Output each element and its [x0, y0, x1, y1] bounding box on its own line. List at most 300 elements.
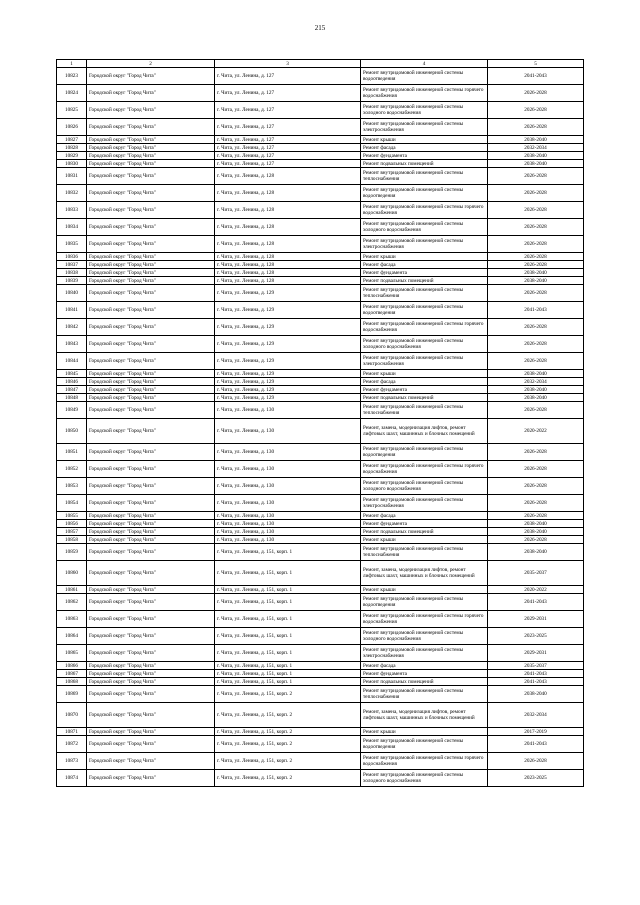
- period-cell: 2026-2028: [488, 495, 584, 512]
- row-number-cell: 10837: [57, 261, 87, 269]
- table-row: [57, 68, 584, 85]
- capital-repair-table: [56, 59, 584, 787]
- municipality-cell: Городской округ "Город Чита": [87, 160, 215, 168]
- municipality-cell: Городской округ "Город Чита": [87, 536, 215, 544]
- municipality-cell: Городской округ "Город Чита": [87, 119, 215, 136]
- address-cell: г. Чита, ул. Ленина, д. 130: [215, 461, 361, 478]
- municipality-cell: Городской округ "Город Чита": [87, 444, 215, 461]
- period-cell: 2026-2028: [488, 119, 584, 136]
- table-row: [57, 302, 584, 319]
- period-cell: 2026-2028: [488, 219, 584, 236]
- row-number-cell: 10861: [57, 586, 87, 594]
- table-row: [57, 736, 584, 753]
- municipality-cell: Городской округ "Город Чита": [87, 253, 215, 261]
- work-type-cell: Ремонт крыши: [361, 136, 488, 144]
- period-cell: 2038-2040: [488, 686, 584, 703]
- work-type-cell: Ремонт внутридомовой инженерной системы теплоснабжения: [361, 168, 488, 185]
- period-cell: 2026-2028: [488, 536, 584, 544]
- table-row: [57, 386, 584, 394]
- municipality-cell: Городской округ "Город Чита": [87, 202, 215, 219]
- address-cell: г. Чита, ул. Ленина, д. 127: [215, 152, 361, 160]
- table-row: [57, 319, 584, 336]
- address-cell: г. Чита, ул. Ленина, д. 151, корп. 1: [215, 628, 361, 645]
- work-type-cell: Ремонт внутридомовой инженерной системы горячего водоснабжения: [361, 319, 488, 336]
- municipality-cell: Городской округ "Город Чита": [87, 353, 215, 370]
- municipality-cell: Городской округ "Город Чита": [87, 136, 215, 144]
- row-number-cell: 10829: [57, 152, 87, 160]
- period-cell: 2038-2040: [488, 394, 584, 402]
- row-number-cell: 10849: [57, 402, 87, 419]
- table-row: [57, 703, 584, 728]
- table-row: [57, 728, 584, 736]
- table-row: [57, 119, 584, 136]
- municipality-cell: Городской округ "Город Чита": [87, 586, 215, 594]
- work-type-cell: Ремонт внутридомовой инженерной системы горячего водоснабжения: [361, 202, 488, 219]
- column-header-1: 1: [57, 60, 87, 68]
- work-type-cell: Ремонт фундамента: [361, 670, 488, 678]
- period-cell: 2038-2040: [488, 160, 584, 168]
- address-cell: г. Чита, ул. Ленина, д. 151, корп. 1: [215, 645, 361, 662]
- address-cell: г. Чита, ул. Ленина, д. 151, корп. 1: [215, 594, 361, 611]
- address-cell: г. Чита, ул. Ленина, д. 130: [215, 402, 361, 419]
- period-cell: 2026-2028: [488, 85, 584, 102]
- municipality-cell: Городской округ "Город Чита": [87, 728, 215, 736]
- row-number-cell: 10827: [57, 136, 87, 144]
- municipality-cell: Городской округ "Город Чита": [87, 678, 215, 686]
- period-cell: 2038-2040: [488, 520, 584, 528]
- work-type-cell: Ремонт фасада: [361, 662, 488, 670]
- address-cell: г. Чита, ул. Ленина, д. 151, корп. 2: [215, 753, 361, 770]
- period-cell: 2026-2028: [488, 461, 584, 478]
- row-number-cell: 10869: [57, 686, 87, 703]
- address-cell: г. Чита, ул. Ленина, д. 151, корп. 1: [215, 662, 361, 670]
- column-header-4: 4: [361, 60, 488, 68]
- municipality-cell: Городской округ "Город Чита": [87, 628, 215, 645]
- row-number-cell: 10846: [57, 378, 87, 386]
- work-type-cell: Ремонт внутридомовой инженерной системы теплоснабжения: [361, 285, 488, 302]
- municipality-cell: Городской округ "Город Чита": [87, 261, 215, 269]
- address-cell: г. Чита, ул. Ленина, д. 127: [215, 68, 361, 85]
- row-number-cell: 10856: [57, 520, 87, 528]
- period-cell: 2023-2025: [488, 770, 584, 787]
- table-row: [57, 144, 584, 152]
- row-number-cell: 10834: [57, 219, 87, 236]
- address-cell: г. Чита, ул. Ленина, д. 129: [215, 370, 361, 378]
- row-number-cell: 10862: [57, 594, 87, 611]
- period-cell: 2038-2040: [488, 277, 584, 285]
- period-cell: 2041-2043: [488, 736, 584, 753]
- address-cell: г. Чита, ул. Ленина, д. 129: [215, 394, 361, 402]
- period-cell: 2041-2043: [488, 678, 584, 686]
- address-cell: г. Чита, ул. Ленина, д. 127: [215, 85, 361, 102]
- table-row: [57, 285, 584, 302]
- table-row: [57, 561, 584, 586]
- municipality-cell: Городской округ "Город Чита": [87, 402, 215, 419]
- table-row: [57, 402, 584, 419]
- row-number-cell: 10823: [57, 68, 87, 85]
- period-cell: 2026-2028: [488, 102, 584, 119]
- period-cell: 2026-2028: [488, 202, 584, 219]
- work-type-cell: Ремонт внутридомовой инженерной системы теплоснабжения: [361, 544, 488, 561]
- period-cell: 2038-2040: [488, 544, 584, 561]
- row-number-cell: 10851: [57, 444, 87, 461]
- work-type-cell: Ремонт фундамента: [361, 386, 488, 394]
- municipality-cell: Городской округ "Город Чита": [87, 144, 215, 152]
- period-cell: 2029-2031: [488, 611, 584, 628]
- row-number-cell: 10866: [57, 662, 87, 670]
- row-number-cell: 10864: [57, 628, 87, 645]
- table-row: [57, 686, 584, 703]
- work-type-cell: Ремонт подвальных помещений: [361, 528, 488, 536]
- page-number: 215: [314, 24, 326, 32]
- address-cell: г. Чита, ул. Ленина, д. 129: [215, 353, 361, 370]
- address-cell: г. Чита, ул. Ленина, д. 151, корп. 2: [215, 736, 361, 753]
- municipality-cell: Городской округ "Город Чита": [87, 520, 215, 528]
- work-type-cell: Ремонт внутридомовой инженерной системы водоотведения: [361, 444, 488, 461]
- row-number-cell: 10870: [57, 703, 87, 728]
- row-number-cell: 10835: [57, 236, 87, 253]
- work-type-cell: Ремонт внутридомовой инженерной системы водоотведения: [361, 736, 488, 753]
- municipality-cell: Городской округ "Город Чита": [87, 378, 215, 386]
- period-cell: 2038-2040: [488, 269, 584, 277]
- work-type-cell: Ремонт внутридомовой инженерной системы водоотведения: [361, 185, 488, 202]
- row-number-cell: 10831: [57, 168, 87, 185]
- work-type-cell: Ремонт подвальных помещений: [361, 277, 488, 285]
- period-cell: 2026-2028: [488, 319, 584, 336]
- table-row: [57, 495, 584, 512]
- address-cell: г. Чита, ул. Ленина, д. 130: [215, 444, 361, 461]
- table-row: [57, 261, 584, 269]
- table-row: [57, 520, 584, 528]
- period-cell: 2020-2022: [488, 419, 584, 444]
- row-number-cell: 10839: [57, 277, 87, 285]
- table-row: [57, 378, 584, 386]
- address-cell: г. Чита, ул. Ленина, д. 128: [215, 219, 361, 236]
- table-row: [57, 185, 584, 202]
- row-number-cell: 10874: [57, 770, 87, 787]
- table-row: [57, 461, 584, 478]
- work-type-cell: Ремонт, замена, модернизация лифтов, ремонт лифтовых шахт, машинных и блочных помещений: [361, 703, 488, 728]
- address-cell: г. Чита, ул. Ленина, д. 151, корп. 2: [215, 728, 361, 736]
- row-number-cell: 10832: [57, 185, 87, 202]
- address-cell: г. Чита, ул. Ленина, д. 151, корп. 2: [215, 686, 361, 703]
- period-cell: 2026-2028: [488, 336, 584, 353]
- municipality-cell: Городской округ "Город Чита": [87, 703, 215, 728]
- row-number-cell: 10840: [57, 285, 87, 302]
- work-type-cell: Ремонт внутридомовой инженерной системы горячего водоснабжения: [361, 461, 488, 478]
- column-header-5: 5: [488, 60, 584, 68]
- address-cell: г. Чита, ул. Ленина, д. 151, корп. 2: [215, 703, 361, 728]
- municipality-cell: Городской округ "Город Чита": [87, 370, 215, 378]
- municipality-cell: Городской округ "Город Чита": [87, 285, 215, 302]
- table-row: [57, 152, 584, 160]
- municipality-cell: Городской округ "Город Чита": [87, 168, 215, 185]
- period-cell: 2026-2028: [488, 253, 584, 261]
- address-cell: г. Чита, ул. Ленина, д. 151, корп. 1: [215, 678, 361, 686]
- municipality-cell: Городской округ "Город Чита": [87, 670, 215, 678]
- address-cell: г. Чита, ул. Ленина, д. 130: [215, 419, 361, 444]
- work-type-cell: Ремонт крыши: [361, 370, 488, 378]
- row-number-cell: 10845: [57, 370, 87, 378]
- period-cell: 2038-2040: [488, 370, 584, 378]
- address-cell: г. Чита, ул. Ленина, д. 130: [215, 536, 361, 544]
- row-number-cell: 10830: [57, 160, 87, 168]
- municipality-cell: Городской округ "Город Чита": [87, 544, 215, 561]
- address-cell: г. Чита, ул. Ленина, д. 127: [215, 144, 361, 152]
- table-row: [57, 202, 584, 219]
- work-type-cell: Ремонт внутридомовой инженерной системы теплоснабжения: [361, 402, 488, 419]
- address-cell: г. Чита, ул. Ленина, д. 151, корп. 1: [215, 544, 361, 561]
- table-row: [57, 594, 584, 611]
- municipality-cell: Городской округ "Город Чита": [87, 594, 215, 611]
- period-cell: 2029-2031: [488, 645, 584, 662]
- period-cell: 2017-2019: [488, 728, 584, 736]
- period-cell: 2026-2028: [488, 236, 584, 253]
- row-number-cell: 10871: [57, 728, 87, 736]
- row-number-cell: 10857: [57, 528, 87, 536]
- table-row: [57, 586, 584, 594]
- address-cell: г. Чита, ул. Ленина, д. 127: [215, 136, 361, 144]
- work-type-cell: Ремонт внутридомовой инженерной системы водоотведения: [361, 302, 488, 319]
- work-type-cell: Ремонт фасада: [361, 144, 488, 152]
- table-row: [57, 753, 584, 770]
- period-cell: 2026-2028: [488, 753, 584, 770]
- address-cell: г. Чита, ул. Ленина, д. 130: [215, 478, 361, 495]
- work-type-cell: Ремонт внутридомовой инженерной системы холодного водоснабжения: [361, 628, 488, 645]
- row-number-cell: 10833: [57, 202, 87, 219]
- work-type-cell: Ремонт, замена, модернизация лифтов, ремонт лифтовых шахт, машинных и блочных помещений: [361, 561, 488, 586]
- row-number-cell: 10841: [57, 302, 87, 319]
- work-type-cell: Ремонт внутридомовой инженерной системы электроснабжения: [361, 353, 488, 370]
- table-row: [57, 628, 584, 645]
- period-cell: 2038-2040: [488, 528, 584, 536]
- table-row: [57, 512, 584, 520]
- period-cell: 2035-2037: [488, 561, 584, 586]
- municipality-cell: Городской округ "Город Чита": [87, 461, 215, 478]
- row-number-cell: 10865: [57, 645, 87, 662]
- work-type-cell: Ремонт крыши: [361, 253, 488, 261]
- row-number-cell: 10860: [57, 561, 87, 586]
- work-type-cell: Ремонт подвальных помещений: [361, 678, 488, 686]
- column-header-2: 2: [87, 60, 215, 68]
- period-cell: 2026-2028: [488, 261, 584, 269]
- row-number-cell: 10826: [57, 119, 87, 136]
- row-number-cell: 10873: [57, 753, 87, 770]
- period-cell: 2041-2043: [488, 68, 584, 85]
- municipality-cell: Городской округ "Город Чита": [87, 102, 215, 119]
- address-cell: г. Чита, ул. Ленина, д. 129: [215, 336, 361, 353]
- row-number-cell: 10825: [57, 102, 87, 119]
- municipality-cell: Городской округ "Город Чита": [87, 528, 215, 536]
- row-number-cell: 10872: [57, 736, 87, 753]
- work-type-cell: Ремонт крыши: [361, 728, 488, 736]
- work-type-cell: Ремонт фасада: [361, 378, 488, 386]
- row-number-cell: 10854: [57, 495, 87, 512]
- row-number-cell: 10847: [57, 386, 87, 394]
- municipality-cell: Городской округ "Город Чита": [87, 319, 215, 336]
- work-type-cell: Ремонт фундамента: [361, 520, 488, 528]
- table-row: [57, 528, 584, 536]
- work-type-cell: Ремонт внутридомовой инженерной системы электроснабжения: [361, 645, 488, 662]
- table-row: [57, 353, 584, 370]
- work-type-cell: Ремонт подвальных помещений: [361, 160, 488, 168]
- address-cell: г. Чита, ул. Ленина, д. 128: [215, 236, 361, 253]
- municipality-cell: Городской округ "Город Чита": [87, 185, 215, 202]
- municipality-cell: Городской округ "Город Чита": [87, 611, 215, 628]
- table-header-row: [57, 60, 584, 68]
- municipality-cell: Городской округ "Город Чита": [87, 236, 215, 253]
- address-cell: г. Чита, ул. Ленина, д. 129: [215, 386, 361, 394]
- table-row: [57, 670, 584, 678]
- row-number-cell: 10850: [57, 419, 87, 444]
- row-number-cell: 10855: [57, 512, 87, 520]
- table-row: [57, 219, 584, 236]
- address-cell: г. Чита, ул. Ленина, д. 128: [215, 202, 361, 219]
- table-row: [57, 136, 584, 144]
- work-type-cell: Ремонт внутридомовой инженерной системы электроснабжения: [361, 495, 488, 512]
- period-cell: 2026-2028: [488, 185, 584, 202]
- address-cell: г. Чита, ул. Ленина, д. 130: [215, 528, 361, 536]
- row-number-cell: 10843: [57, 336, 87, 353]
- work-type-cell: Ремонт внутридомовой инженерной системы водоотведения: [361, 68, 488, 85]
- address-cell: г. Чита, ул. Ленина, д. 151, корп. 1: [215, 586, 361, 594]
- table-row: [57, 277, 584, 285]
- table-row: [57, 645, 584, 662]
- table-row: [57, 478, 584, 495]
- address-cell: г. Чита, ул. Ленина, д. 128: [215, 261, 361, 269]
- address-cell: г. Чита, ул. Ленина, д. 128: [215, 269, 361, 277]
- work-type-cell: Ремонт крыши: [361, 586, 488, 594]
- table-row: [57, 168, 584, 185]
- period-cell: 2035-2037: [488, 662, 584, 670]
- work-type-cell: Ремонт фасада: [361, 512, 488, 520]
- municipality-cell: Городской округ "Город Чита": [87, 85, 215, 102]
- address-cell: г. Чита, ул. Ленина, д. 151, корп. 1: [215, 611, 361, 628]
- period-cell: 2032-2034: [488, 144, 584, 152]
- row-number-cell: 10853: [57, 478, 87, 495]
- municipality-cell: Городской округ "Город Чита": [87, 662, 215, 670]
- work-type-cell: Ремонт внутридомовой инженерной системы холодного водоснабжения: [361, 336, 488, 353]
- period-cell: 2038-2040: [488, 136, 584, 144]
- work-type-cell: Ремонт внутридомовой инженерной системы холодного водоснабжения: [361, 478, 488, 495]
- period-cell: 2041-2043: [488, 594, 584, 611]
- table-row: [57, 236, 584, 253]
- table-row: [57, 611, 584, 628]
- work-type-cell: Ремонт, замена, модернизация лифтов, ремонт лифтовых шахт, машинных и блочных помещений: [361, 419, 488, 444]
- address-cell: г. Чита, ул. Ленина, д. 151, корп. 1: [215, 670, 361, 678]
- period-cell: 2026-2028: [488, 285, 584, 302]
- work-type-cell: Ремонт внутридомовой инженерной системы водоотведения: [361, 594, 488, 611]
- municipality-cell: Городской округ "Город Чита": [87, 495, 215, 512]
- work-type-cell: Ремонт фасада: [361, 261, 488, 269]
- period-cell: 2023-2025: [488, 628, 584, 645]
- table-row: [57, 662, 584, 670]
- municipality-cell: Городской округ "Город Чита": [87, 512, 215, 520]
- municipality-cell: Городской округ "Город Чита": [87, 478, 215, 495]
- work-type-cell: Ремонт внутридомовой инженерной системы холодного водоснабжения: [361, 770, 488, 787]
- work-type-cell: Ремонт внутридомовой инженерной системы электроснабжения: [361, 236, 488, 253]
- municipality-cell: Городской округ "Город Чита": [87, 386, 215, 394]
- work-type-cell: Ремонт подвальных помещений: [361, 394, 488, 402]
- address-cell: г. Чита, ул. Ленина, д. 129: [215, 378, 361, 386]
- municipality-cell: Городской округ "Город Чита": [87, 219, 215, 236]
- work-type-cell: Ремонт внутридомовой инженерной системы холодного водоснабжения: [361, 219, 488, 236]
- table-row: [57, 394, 584, 402]
- address-cell: г. Чита, ул. Ленина, д. 128: [215, 185, 361, 202]
- row-number-cell: 10858: [57, 536, 87, 544]
- address-cell: г. Чита, ул. Ленина, д. 127: [215, 102, 361, 119]
- row-number-cell: 10863: [57, 611, 87, 628]
- table-row: [57, 444, 584, 461]
- row-number-cell: 10848: [57, 394, 87, 402]
- municipality-cell: Городской округ "Город Чита": [87, 394, 215, 402]
- work-type-cell: Ремонт фундамента: [361, 269, 488, 277]
- row-number-cell: 10838: [57, 269, 87, 277]
- address-cell: г. Чита, ул. Ленина, д. 129: [215, 319, 361, 336]
- work-type-cell: Ремонт внутридомовой инженерной системы теплоснабжения: [361, 686, 488, 703]
- period-cell: 2026-2028: [488, 478, 584, 495]
- municipality-cell: Городской округ "Город Чита": [87, 277, 215, 285]
- period-cell: 2038-2040: [488, 386, 584, 394]
- address-cell: г. Чита, ул. Ленина, д. 130: [215, 520, 361, 528]
- table-row: [57, 536, 584, 544]
- period-cell: 2026-2028: [488, 444, 584, 461]
- municipality-cell: Городской округ "Город Чита": [87, 302, 215, 319]
- row-number-cell: 10824: [57, 85, 87, 102]
- municipality-cell: Городской округ "Город Чита": [87, 68, 215, 85]
- municipality-cell: Городской округ "Город Чита": [87, 152, 215, 160]
- municipality-cell: Городской округ "Город Чита": [87, 336, 215, 353]
- row-number-cell: 10867: [57, 670, 87, 678]
- table-row: [57, 678, 584, 686]
- row-number-cell: 10836: [57, 253, 87, 261]
- period-cell: 2026-2028: [488, 168, 584, 185]
- work-type-cell: Ремонт внутридомовой инженерной системы холодного водоснабжения: [361, 102, 488, 119]
- address-cell: г. Чита, ул. Ленина, д. 151, корп. 2: [215, 770, 361, 787]
- work-type-cell: Ремонт внутридомовой инженерной системы электроснабжения: [361, 119, 488, 136]
- table-row: [57, 336, 584, 353]
- municipality-cell: Городской округ "Город Чита": [87, 645, 215, 662]
- row-number-cell: 10859: [57, 544, 87, 561]
- municipality-cell: Городской округ "Город Чита": [87, 419, 215, 444]
- table-body: [57, 68, 584, 787]
- period-cell: 2020-2022: [488, 586, 584, 594]
- period-cell: 2041-2043: [488, 670, 584, 678]
- municipality-cell: Городской округ "Город Чита": [87, 561, 215, 586]
- row-number-cell: 10844: [57, 353, 87, 370]
- row-number-cell: 10828: [57, 144, 87, 152]
- table-row: [57, 269, 584, 277]
- column-header-3: 3: [215, 60, 361, 68]
- table-row: [57, 419, 584, 444]
- period-cell: 2032-2034: [488, 703, 584, 728]
- table-row: [57, 85, 584, 102]
- address-cell: г. Чита, ул. Ленина, д. 128: [215, 168, 361, 185]
- period-cell: 2026-2028: [488, 402, 584, 419]
- period-cell: 2038-2040: [488, 152, 584, 160]
- municipality-cell: Городской округ "Город Чита": [87, 770, 215, 787]
- period-cell: 2041-2043: [488, 302, 584, 319]
- municipality-cell: Городской округ "Город Чита": [87, 269, 215, 277]
- address-cell: г. Чита, ул. Ленина, д. 129: [215, 302, 361, 319]
- period-cell: 2032-2034: [488, 378, 584, 386]
- row-number-cell: 10868: [57, 678, 87, 686]
- municipality-cell: Городской округ "Город Чита": [87, 753, 215, 770]
- address-cell: г. Чита, ул. Ленина, д. 129: [215, 285, 361, 302]
- row-number-cell: 10842: [57, 319, 87, 336]
- work-type-cell: Ремонт фундамента: [361, 152, 488, 160]
- address-cell: г. Чита, ул. Ленина, д. 130: [215, 495, 361, 512]
